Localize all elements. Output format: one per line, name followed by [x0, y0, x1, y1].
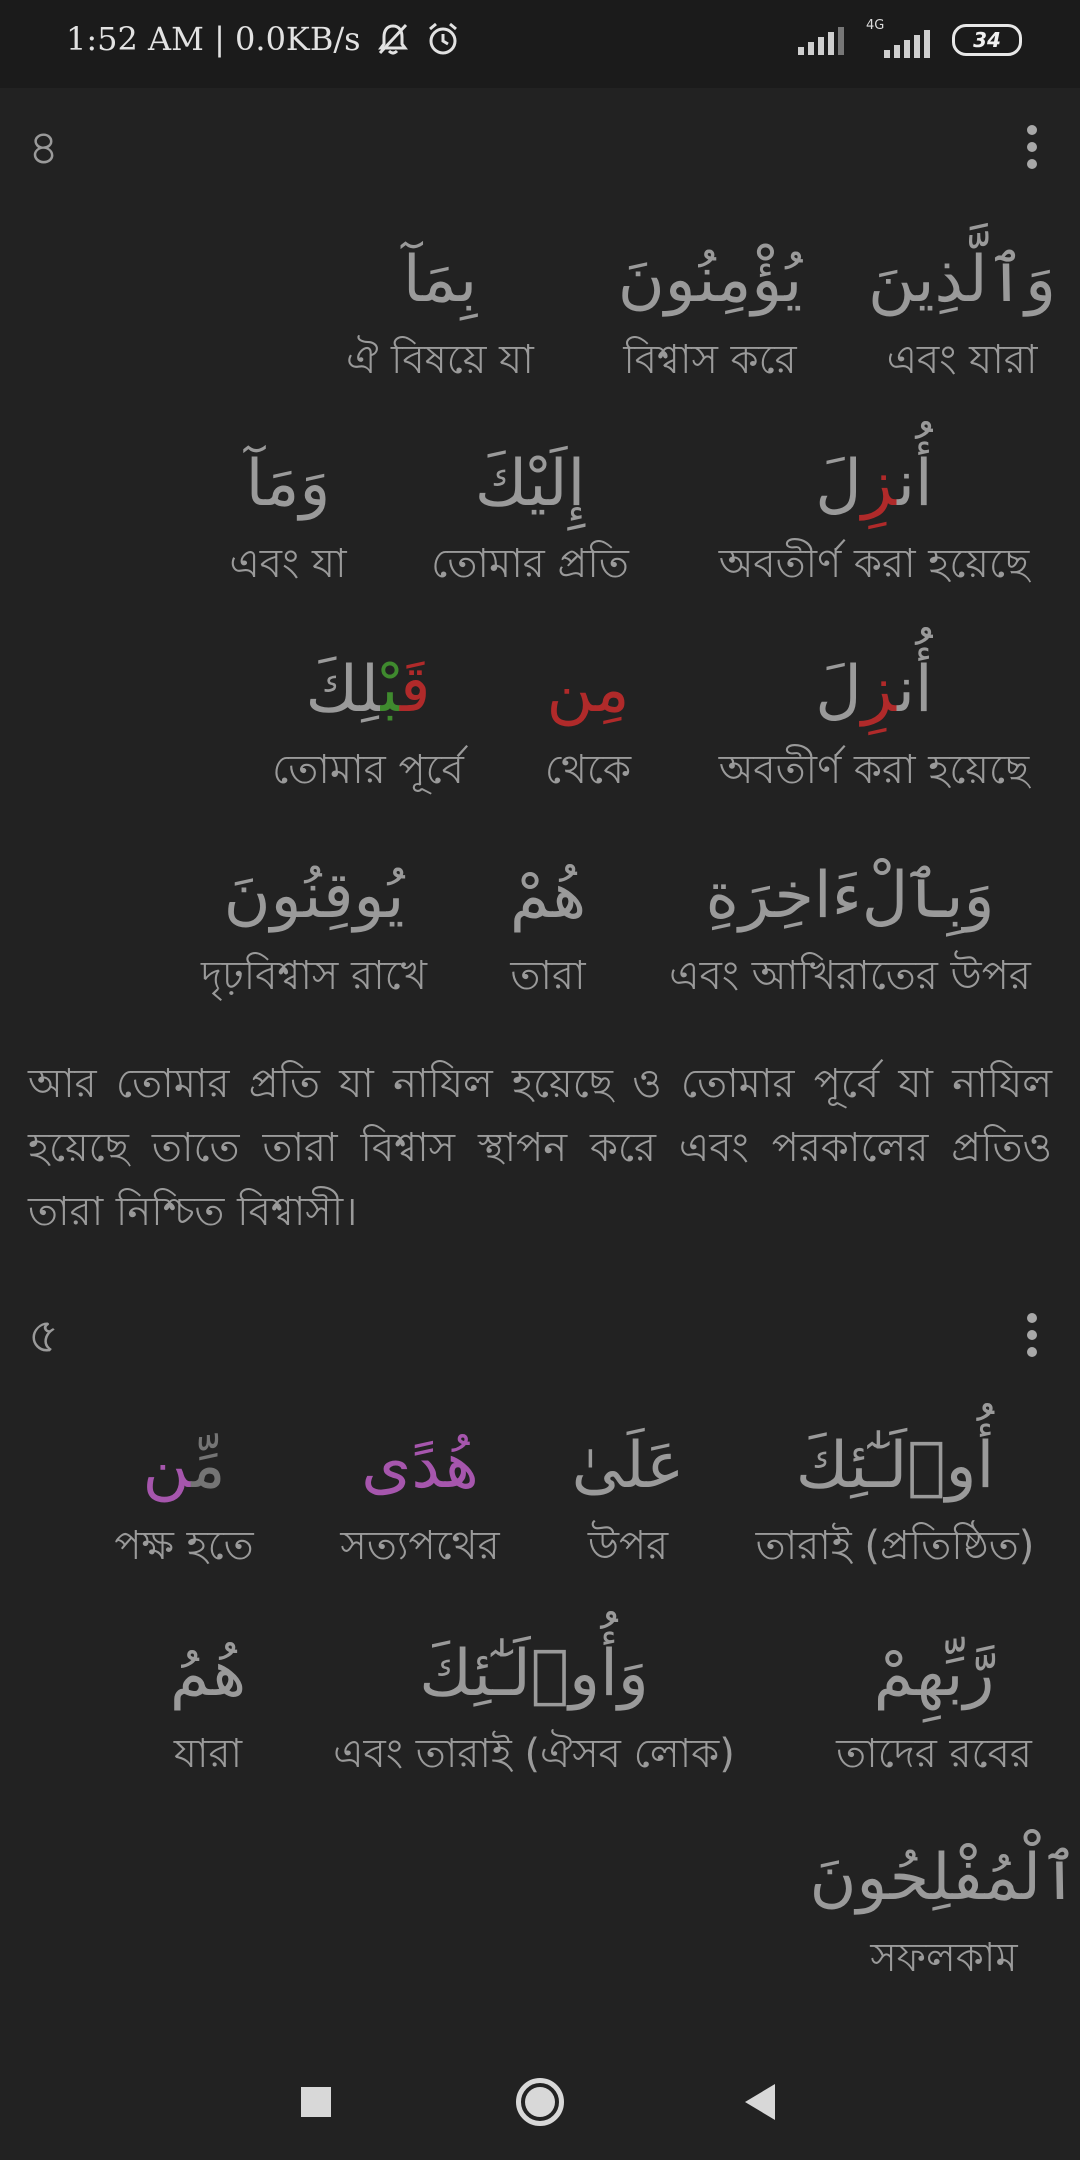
word-item[interactable] [669, 848, 1031, 1004]
status-time: 1:52 AM | 0.0KB/s [66, 20, 361, 58]
arabic-word: هُمْ [509, 859, 587, 933]
battery-icon [952, 24, 1022, 56]
word-item[interactable] [333, 1626, 735, 1782]
more-options-icon[interactable] [1012, 112, 1052, 182]
status-right [798, 18, 1022, 58]
word-row [0, 1418, 1080, 1608]
word-meaning: দৃঢ়বিশ্বাস রাখে [200, 953, 428, 999]
status-bar [0, 0, 1080, 88]
navigation-bar [0, 2040, 1080, 2160]
arabic-word: وَمَآ [245, 447, 331, 521]
verse-header-4 [28, 112, 1052, 182]
verse-number: ৪ [28, 120, 60, 176]
word-meaning: ঐ বিষয়ে যা [346, 337, 534, 383]
arabic-word: وَبِٱلْءَاخِرَةِ [705, 859, 995, 933]
word-row [0, 232, 1080, 422]
word-meaning: থেকে [544, 747, 632, 793]
word-item[interactable] [719, 436, 1030, 592]
recents-square-icon[interactable] [284, 2070, 348, 2134]
arabic-word: أُنزِلَ [815, 653, 933, 727]
arabic-word: إِلَيْكَ [474, 447, 586, 521]
verse-translation: আর তোমার প্রতি যা নাযিল হয়েছে ও তোমার পূর্বে যা নাযিল হয়েছে তাতে তারা বিশ্বাস স্থাপন করে এবং পরকালের প্রতিও তারা নিশ্চিত বিশ্বাসী। [28, 1061, 1052, 1235]
arabic-word: قَبْلِكَ [305, 653, 431, 727]
word-item[interactable] [618, 232, 803, 388]
word-item[interactable] [170, 1626, 246, 1782]
battery-level: 34 [973, 28, 1001, 52]
word-meaning: তোমার পূর্বে [272, 747, 464, 793]
word-item[interactable] [719, 642, 1030, 798]
word-item[interactable] [756, 1418, 1035, 1574]
word-item[interactable] [545, 642, 631, 798]
alarm-icon [425, 21, 461, 57]
arabic-word: يُوقِنُونَ [223, 859, 405, 933]
word-item[interactable] [114, 1418, 253, 1574]
network-type-label: 4G [866, 18, 885, 33]
arabic-word: مِن [546, 653, 630, 727]
arabic-word: هُدًى [361, 1429, 479, 1503]
word-row [0, 848, 1080, 1038]
word-item[interactable] [431, 436, 629, 592]
word-item[interactable] [340, 1418, 499, 1574]
word-meaning: উপর [587, 1523, 669, 1569]
signal-icon [798, 25, 844, 55]
arabic-word: رَّبِّهِمْ [873, 1637, 995, 1711]
word-item[interactable] [272, 642, 464, 798]
word-row [0, 436, 1080, 626]
home-circle-icon[interactable] [508, 2070, 572, 2134]
arabic-word: يُؤْمِنُونَ [617, 243, 803, 317]
signal-4g-icon [866, 18, 930, 58]
word-item[interactable] [868, 232, 1056, 388]
word-row [0, 1830, 1080, 2020]
arabic-word: أُنزِلَ [815, 447, 933, 521]
word-meaning: এবং তারাই (ঐসব লোক) [333, 1731, 735, 1777]
word-item[interactable] [201, 848, 427, 1004]
bell-muted-icon [375, 21, 411, 57]
more-options-icon[interactable] [1012, 1300, 1052, 1370]
verse-number: ৫ [28, 1308, 60, 1364]
arabic-word: عَلَىٰ [571, 1429, 685, 1503]
word-row [0, 642, 1080, 832]
word-meaning: তাদের রবের [836, 1731, 1032, 1777]
word-meaning: এবং যা [229, 541, 347, 587]
word-item[interactable] [510, 848, 586, 1004]
word-row [0, 1626, 1080, 1816]
word-meaning: অবতীর্ণ করা হয়েছে [718, 541, 1030, 587]
back-triangle-icon[interactable] [728, 2070, 792, 2134]
arabic-word: أُو۟لَـٰٓئِكَ [795, 1429, 995, 1503]
word-meaning: তারা [510, 953, 586, 999]
word-item[interactable] [572, 1418, 685, 1574]
word-meaning: তোমার প্রতি [431, 541, 629, 587]
word-item[interactable] [346, 232, 534, 388]
status-left [66, 20, 461, 58]
word-meaning: তারাই (প্রতিষ্ঠিত) [755, 1523, 1035, 1569]
word-meaning: সফলকাম [870, 1935, 1018, 1981]
word-meaning: যারা [173, 1731, 243, 1777]
word-meaning: এবং আখিরাতের উপর [669, 953, 1031, 999]
arabic-word: بِمَآ [402, 243, 478, 317]
word-meaning: বিশ্বাস করে [623, 337, 797, 383]
arabic-word: مِّن [142, 1429, 226, 1503]
word-item[interactable] [836, 1626, 1032, 1782]
word-meaning: পক্ষ হতে [114, 1523, 254, 1569]
word-item[interactable] [229, 436, 346, 592]
verse-header-5 [28, 1300, 1052, 1370]
word-meaning: সত্যপথের [340, 1523, 500, 1569]
word-meaning: অবতীর্ণ করা হয়েছে [718, 747, 1030, 793]
arabic-word: هُمُ [169, 1637, 247, 1711]
arabic-word: وَٱلَّذِينَ [867, 243, 1057, 317]
arabic-word: ٱلْمُفْلِحُونَ [809, 1841, 1079, 1915]
arabic-word: وَأُو۟لَـٰٓئِكَ [419, 1637, 649, 1711]
word-meaning: এবং যারা [886, 337, 1038, 383]
word-item[interactable] [810, 1830, 1079, 1986]
